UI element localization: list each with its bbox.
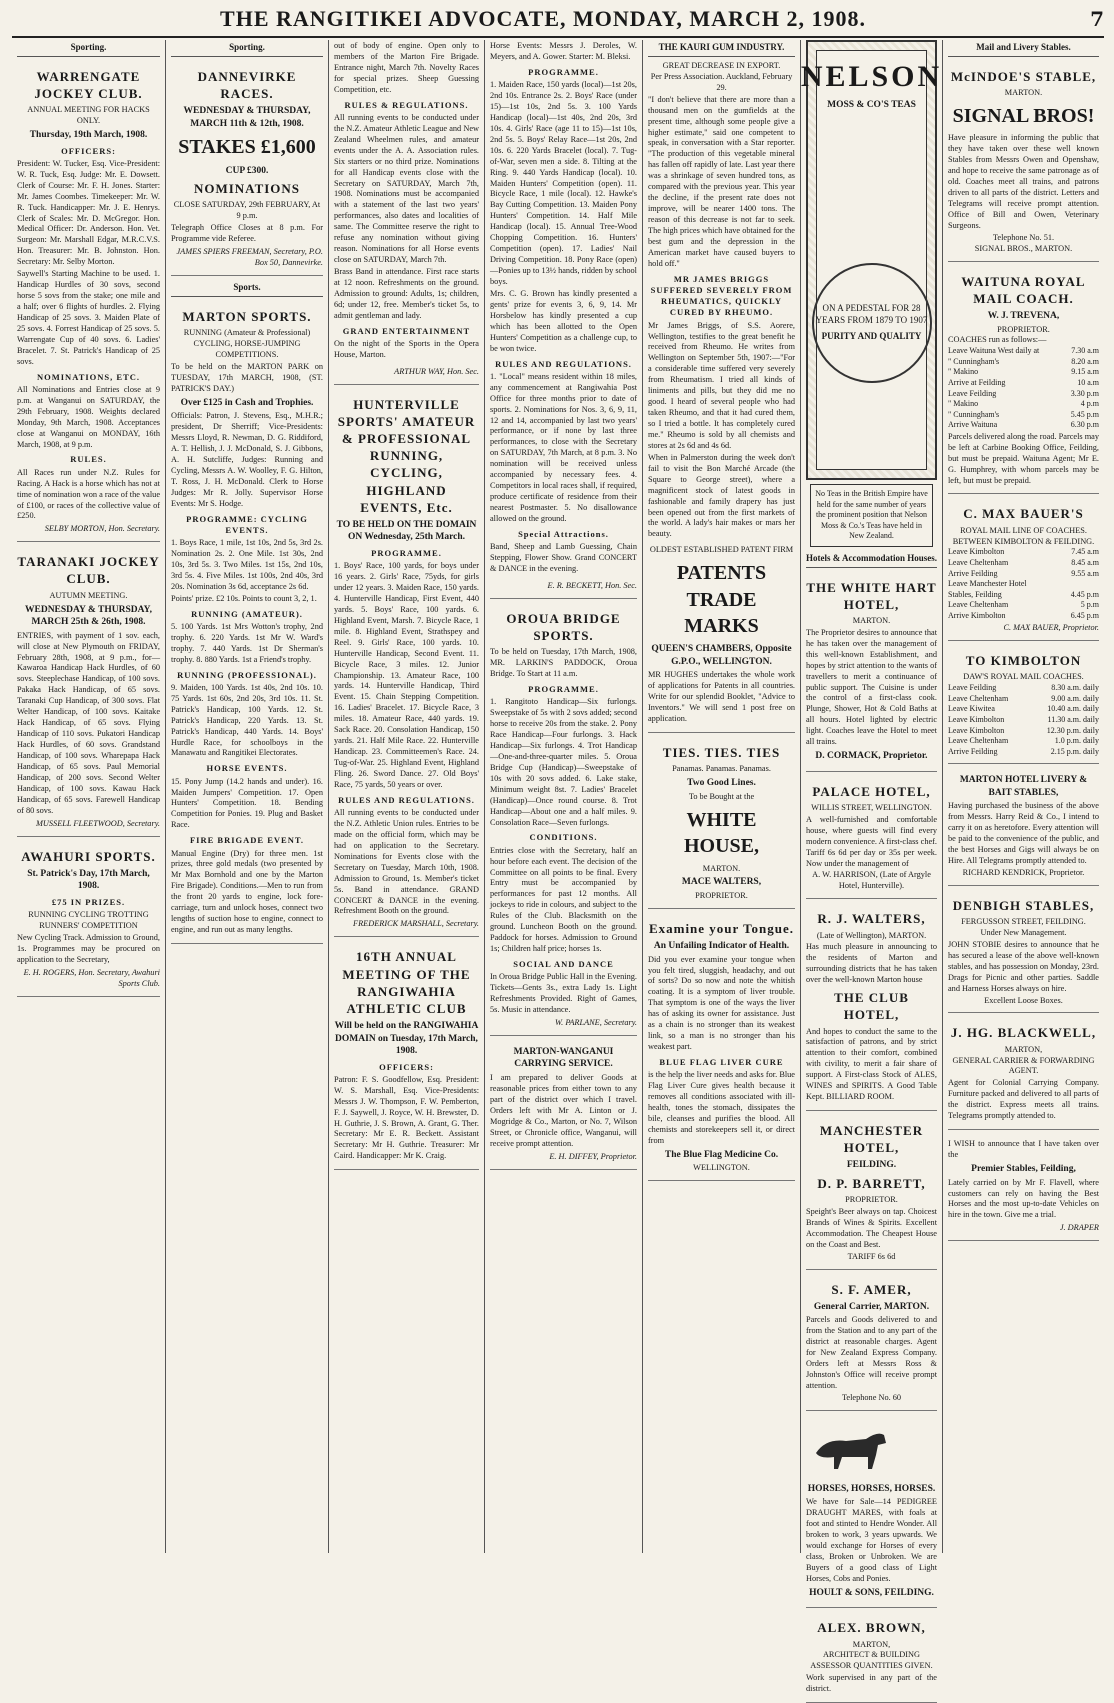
ad-title: THE WHITE HART HOTEL, bbox=[806, 579, 937, 612]
carrying-service-ad bbox=[490, 1040, 637, 1170]
amer-carrier-ad bbox=[806, 1274, 937, 1411]
dance-heading: SOCIAL AND DANCE bbox=[513, 959, 614, 970]
programme-text: 1. Boys' Race, 100 yards, for boys under 16 years. 2. Girls' Race, 75yds, for girls under 12 years. 3. Maiden Race, 150 yards. 4. Hunterville Handicap, First Event, 440 yards. 5. Boys' Race, 100 yards. 6. Highland Event, Marsh. 7. Bicycle Race, 1 mile. 8. Highland Event, Strathspey and Reel. 9. Girls' Race, 100 yards. 10. Hunterville Handicap, Second Event. 11. Bicycle Race, 3 miles. 12. Junior Championship. 13. Amateur Race, 100 yards. 14. Hunterville Handicap, Third Event. 15. Chain Stepping Competition. 16. Ladies' Bracelet. 17. Bicycle Race, 3 miles. 18. Amateur Race, 440 yards. 19. Sack Race. 20. Consolation Handicap, 150 yards. 21. Half Mile Race. 22. Hunterville Handicap. 23. Committeemen's Race. 24. Tug-of-War. 25. Highland Event, Highland Fling. 26. Sword Dance. 27. Old Boys' Race, 75 yards, 50 years or over. bbox=[334, 561, 479, 789]
coach-timetable bbox=[948, 683, 1099, 757]
dannevirke-ad bbox=[171, 61, 323, 276]
timetable-row bbox=[948, 704, 1099, 715]
nominations-heading: NOMINATIONS, ETC. bbox=[36, 371, 141, 382]
ad-title: MARTON SPORTS. bbox=[182, 308, 312, 324]
ad-company: The Blue Flag Medicine Co. bbox=[664, 1149, 779, 1160]
continued-text: Horse Events: Messrs J. Deroles, W. Meyers, and A. Gower. Starter: M. Bleksi. bbox=[490, 41, 637, 61]
ad-date: To be held on Tuesday, 17th March, 1908, MR. LARKIN'S PADDOCK, Oroua Bridge. To Start at 11 a.m. bbox=[490, 647, 637, 679]
premier-stables-ad bbox=[948, 1134, 1099, 1241]
denbigh-stables-ad bbox=[948, 890, 1099, 1014]
palace-hotel-ad bbox=[806, 776, 937, 900]
article-body: When in Palmerston during the week don't fail to visit the Bon Marché Arcade (the Square to George street), where a magnificent stock of latest goods in fashionable and family drapery has just been opened out from the first markets of the world. A lady's hair makes or mars her beauty. bbox=[648, 452, 795, 539]
ad-date: TO BE HELD ON THE DOMAIN ON Wednesday, 25th March. bbox=[336, 519, 477, 543]
ad-title: OROUA BRIDGE SPORTS. bbox=[506, 610, 621, 643]
officers-text: President: W. Tucker, Esq. Vice-President: W. R. Tuck, Esq. Judge: Mr. E. Dowsett. Clerk of Course: Mr. F. H. Jones. Starter: Mr. James Coombes. Timekeeper: Mr. W. R. Tuck. Handicapper: Mr. J. E. Henrys. Clerk of Scales: Mr. D. McGregor. Hon. Medical Officer: Dr. Anderson. Hon. Vet. Surgeon: Mr. Marshall Edgar, M.R.C.V.S. Hon. Treasurer: Mr. B. Johnston. Hon. Secretary: Mr. Selby Morton. bbox=[17, 158, 160, 267]
fire-brigade-heading: FIRE BRIGADE EVENT. bbox=[189, 835, 304, 846]
hunterville-ad bbox=[334, 389, 479, 938]
horse-icon bbox=[806, 1423, 896, 1473]
ad-date: WEDNESDAY & THURSDAY, MARCH 11th & 12th, 1908. bbox=[183, 106, 311, 129]
timetable-cell: 10.40 a.m. daily bbox=[1047, 704, 1099, 714]
ad-subtitle: DAW'S ROYAL MAIL COACHES. bbox=[963, 672, 1084, 682]
timetable-row bbox=[948, 410, 1099, 421]
conditions-heading: CONDITIONS. bbox=[529, 832, 598, 843]
timetable-row bbox=[948, 558, 1099, 569]
timetable-cell: Arrive Kimbolton bbox=[948, 610, 1006, 620]
oroua-bridge-ad bbox=[490, 603, 637, 1036]
horse-events-heading: HORSE EVENTS. bbox=[206, 763, 288, 774]
ad-brand: SIGNAL BROS! bbox=[952, 104, 1095, 127]
officers-heading: OFFICERS: bbox=[61, 145, 116, 156]
column-1 bbox=[12, 40, 166, 1553]
ad-subtitle: ROYAL MAIL LINE OF COACHES. BETWEEN KIMBOLTON & FEILDING. bbox=[952, 525, 1095, 546]
rules-heading: RULES. bbox=[70, 454, 107, 465]
entertainment-heading: GRAND ENTERTAINMENT bbox=[342, 325, 471, 336]
ad-body: The Proprietor desires to announce that he has taken over the management of this well-known Establishment, and hopes by strict attention to the wants of travellers to merit a continuance of public support. The Cuisine is under the control of a first-class cook. Plunge, Shower, Hot & Cold Baths at all hours. Hotel lighted by electric light. Coaches leave the Hotel to meet all trains. bbox=[806, 627, 937, 747]
ad-body: Saywell's Starting Machine to be used. 1. Handicap Hurdles of 30 sovs, second horse 5 sovs from the stake; one mile and a half; over 6 flights of hurdles. 2. Flying Handicap of 25 sovs. 3. Maiden Plate of 25 sovs. 4. Forrest Handicap of 25 sovs. 5. Warrengate Cup of 40 sovs. 6. Ladies' Bracelet. 7. St. Patrick's Handicap of 25 sovs. bbox=[17, 269, 160, 366]
timetable-cell: Leave Cheltenham bbox=[948, 558, 1009, 568]
timetable-cell: 6.30 p.m bbox=[1070, 420, 1099, 430]
blackwell-ad bbox=[948, 1017, 1099, 1130]
ad-title: C. MAX BAUER'S bbox=[963, 506, 1084, 522]
timetable-cell: " Makino bbox=[948, 367, 979, 377]
taranaki-ad bbox=[17, 546, 160, 836]
kimbolton-ad bbox=[948, 645, 1099, 764]
horses-ad bbox=[806, 1415, 937, 1609]
warrengate-ad bbox=[17, 61, 160, 542]
timetable-row bbox=[948, 611, 1099, 622]
ad-title: 16TH ANNUAL MEETING OF THE RANGIWAHIA ATHLETIC CLUB bbox=[342, 949, 471, 1016]
timetable-cell: 10 a.m bbox=[1077, 378, 1099, 388]
ad-telephone: Telephone No. 51. bbox=[992, 232, 1055, 242]
tea-notice: No Teas in the British Empire have held for the same number of years the prominent position that Nelson Moss & Co.'s Teas have held in New Zealand. bbox=[810, 484, 933, 547]
ad-title: MARTON HOTEL LIVERY & BAIT STABLES, bbox=[959, 775, 1088, 798]
ad-date: WEDNESDAY & THURSDAY, MARCH 25th & 26th, 1908. bbox=[25, 604, 152, 628]
section-heading: Sporting. bbox=[171, 40, 323, 57]
ad-tagline: Two Good Lines. bbox=[687, 778, 756, 789]
timetable-cell: Leave Manchester Hotel bbox=[948, 579, 1027, 589]
ad-date: Will be held on the RANGIWAHIA DOMAIN on Tuesday, 17th March, 1908. bbox=[334, 1020, 479, 1057]
badge-text-2: PURITY AND QUALITY bbox=[821, 331, 922, 342]
officers-heading: OFFICERS: bbox=[379, 1061, 434, 1072]
ad-body: New Cycling Track. Admission to Ground, 1s. Programmes may be procured on application to the Secretary, bbox=[17, 932, 160, 964]
ad-management: Under New Management. bbox=[980, 927, 1067, 937]
signature: SIGNAL BROS., MARTON. bbox=[974, 243, 1073, 253]
professional-heading: RUNNING (PROFESSIONAL). bbox=[177, 669, 317, 680]
ad-title: MARTON-WANGANUI CARRYING SERVICE. bbox=[513, 1046, 614, 1070]
programme-heading: PROGRAMME. bbox=[371, 547, 442, 558]
column-2 bbox=[166, 40, 329, 1553]
band-text: Brass Band in attendance. First race starts at 12 noon. Refreshments on the ground. Admission to ground: Adults, 1s; children, 6d; under 12, free. Member's ticket 5s, to admit gentleman and lady. bbox=[334, 267, 479, 320]
marton-hotel-stables-ad bbox=[948, 768, 1099, 886]
ad-cup: CUP £300. bbox=[225, 165, 269, 176]
signature: FREDERICK MARSHALL, Secretary. bbox=[353, 919, 479, 929]
ad-town: MARTON. bbox=[852, 615, 891, 625]
column-7 bbox=[943, 40, 1104, 1553]
timetable-cell: Stables, Feilding bbox=[948, 589, 1002, 599]
officers-text: Patron: F. S. Goodfellow, Esq. President: W. S. Marshall, Esq. Vice-Presidents: Messrs J. W. Thompson, F. W. Pemberton, F. J. Saywell, J. Royce, W. H. Brewster, D. H. Guthrie, J. S. Brown, A. Grant, G. Ther. Secretary: Mr E. R. Beckett. Assistant Secretary: Mr H. Guthrie. Treasurer: Mr Caird. Handicapper: Mr K. Craig. bbox=[334, 1074, 479, 1161]
ad-body: MR HUGHES undertakes the whole work of applications for Patents in all countries. Write for our splendid Booklet, "Advice to Inventors." We will send 1 post free on application. bbox=[648, 670, 795, 724]
ad-town: MARTON, bbox=[852, 1639, 891, 1649]
white-hart-ad bbox=[806, 572, 937, 772]
timetable-row bbox=[948, 378, 1099, 389]
ad-note: Telegraph Office Closes at 8 p.m. For Programme vide Referee. bbox=[171, 223, 323, 244]
fire-brigade-text: Manual Engine (Dry) for three men. 1st prizes, three gold medals (two presented by Mr Max Bornhold and one by the Marton Fire Brigade). Conditions.—Men to run from the front 20 yards to engine, lock fore-carriage, turn and unlock hoses, connect two lengths of suction hose to engine, connect to engine, and run out as many lengths. bbox=[171, 848, 323, 935]
ad-date: To be held on the MARTON PARK on TUESDAY, 17th MARCH, 1908, (ST. PATRICK'S DAY.) bbox=[171, 361, 323, 393]
timetable-cell: Leave Cheltenham bbox=[948, 600, 1009, 610]
ad-body: And hopes to conduct the same to the satisfaction of patrons, and by strict attention to their comfort, combined with civility, to merit a fair share of support. A First-class Stock of ALES, WINES and SPIRITS. A Good Table Kept. BILLIARD ROOM. bbox=[806, 1026, 937, 1102]
timetable-cell: Leave Feilding bbox=[948, 388, 997, 398]
ad-events: RUNNING CYCLING TROTTING RUNNERS' COMPETITION bbox=[28, 909, 149, 930]
marton-sports-ad bbox=[171, 301, 323, 944]
timetable-row bbox=[948, 357, 1099, 368]
ad-proprietor: MACE WALTERS, bbox=[681, 877, 762, 888]
ad-subtitle: Panamas. Panamas. Panamas. bbox=[672, 764, 771, 774]
ad-title: PATENTS TRADE MARKS bbox=[676, 562, 767, 638]
timetable-cell: 3.30 p.m bbox=[1070, 388, 1099, 398]
signature: MUSSELL FLEETWOOD, Secretary. bbox=[36, 818, 160, 828]
ad-stakes: STAKES £1,600 bbox=[178, 136, 316, 159]
timetable-cell: 7.30 a.m bbox=[1071, 346, 1099, 356]
attractions-heading: Special Attractions. bbox=[518, 528, 609, 539]
programme-heading: PROGRAMME. bbox=[528, 66, 599, 77]
article-dateline: Per Press Association. Auckland, February 29. bbox=[650, 71, 793, 92]
ad-address: QUEEN'S CHAMBERS, Opposite G.P.O., WELLINGTON. bbox=[651, 644, 792, 667]
signature: JAMES SPIERS FREEMAN, Secretary, P.O. Box 50, Dannevirke. bbox=[176, 247, 323, 268]
ad-address: WILLIS STREET, WELLINGTON. bbox=[811, 802, 932, 812]
ad-title: PALACE HOTEL, bbox=[812, 783, 931, 799]
timetable-cell: 4.45 p.m bbox=[1070, 589, 1099, 599]
timetable-cell: " Cunningham's bbox=[948, 409, 1000, 419]
ad-title: HORSES, HORSES, HORSES. bbox=[807, 1483, 936, 1494]
ad-body: Parcels and Goods delivered to and from the Station and to any part of the district at reasonable charges. Agent for New Zealand Express Company. Orders left at Messrs Ross & Johnston's Office will receive prompt attention. bbox=[806, 1315, 937, 1391]
timetable-cell: Leave Kimbolton bbox=[948, 714, 1005, 724]
ad-intro: I WISH to announce that I have taken over the bbox=[948, 1139, 1099, 1160]
timetable-cell: Leave Cheltenham bbox=[948, 693, 1009, 703]
timetable-cell: Leave Kiwitea bbox=[948, 704, 995, 714]
coach-timetable bbox=[948, 346, 1099, 430]
ad-title: DENBIGH STABLES, bbox=[952, 897, 1095, 913]
ad-officials: Officials: Patron, J. Stevens, Esq., M.H.R.; president, Dr Sherriff; Vice-Presidents: Messrs Lloyd, R. Newman, D. G. Riddiford, A. T. Hellish, J. J. McDonald, S. J. Gibbons, A. H. Sutcliffe, Judges: Running and Cycling, Messrs A. W. Woolley, F. G. Hilton, T. Ross, J. H. McDonald. Clerk to Horse Judges: Mr R. Jolly. Supervisor Horse Events: Mr S. Hodge. bbox=[171, 411, 323, 508]
running-heading: RUNNING (AMATEUR). bbox=[191, 608, 303, 619]
ad-text: To be Bought at the bbox=[688, 791, 755, 801]
programme-text: 1. Boys Race, 1 mile, 1st 10s, 2nd 5s, 3rd 2s. Nomination 2s. 2. One Mile. 1st 30s, 2nd 10s, 3rd 5s. 3. Two Miles. 1st 15s, 2nd 10s, 3rd 5s. 4. Five Miles. 1st 100s, 2nd 40s, 3rd 20s. Nomination 3s 6d, acceptance 2s 6d. bbox=[171, 538, 323, 591]
column-3 bbox=[329, 40, 485, 1553]
ad-subtitle: ARCHITECT & BUILDING ASSESSOR QUANTITIES GIVEN. bbox=[810, 1650, 933, 1671]
ad-store: WHITE HOUSE, bbox=[683, 808, 760, 858]
badge-text: ON A PEDESTAL FOR 28 YEARS FROM 1879 TO 1907 bbox=[815, 303, 928, 326]
section-heading: Mail and Livery Stables. bbox=[948, 40, 1099, 57]
ad-body: Work supervised in any part of the district. bbox=[806, 1673, 937, 1694]
ad-title: DANNEVIRKE RACES. bbox=[197, 68, 297, 102]
timetable-cell: 12.30 p.m. daily bbox=[1046, 725, 1099, 735]
conditions-text: Entries close with the Secretary, half an hour before each event. The decision of the Committee on all points to be final. Every Entry must be accompanied by performances for past 12 months. All jockeys to ride in colours, and subject to the Rules of the Club. Blacksmith on the ground. Luncheon Booth on the ground. Paddock for horses. Admission to Ground 1s; Children half price; horses 1s. bbox=[490, 845, 637, 954]
points-text: Points' prize. £2 10s. Points to count 3, 2, 1. bbox=[171, 593, 317, 603]
horse-events-text: 15. Pony Jump (14.2 hands and under). 16. Maiden Jumpers' Competition. 17. Open Hunters' Competition. 18. Bending Competition for Ponies. 19. Plug and Basket Race. bbox=[171, 776, 323, 830]
ad-title: ALEX. BROWN, bbox=[817, 1620, 926, 1636]
timetable-row bbox=[948, 420, 1099, 431]
timetable-cell: 9.55 a.m bbox=[1071, 568, 1099, 578]
signature: E. H. DIFFEY, Proprietor. bbox=[549, 1151, 637, 1161]
ad-proprietor-sub: PROPRIETOR. bbox=[997, 324, 1050, 334]
programme-heading: PROGRAMME. bbox=[528, 683, 599, 694]
timetable-cell: 4 p.m bbox=[1080, 399, 1099, 409]
programme-text: 1. Maiden Race, 150 yards (local)—1st 20s, 2nd 10s. Entrance 2s. 2. Boys' Race (under 15)—1st 10s, 2nd 5s. 3. 100 Yards Handicap (local)—1st 40s, 2nd 20s, 3rd 10s. 4. Girls' Race (age 11 to 15)—1st 10s, 2nd 5s. 5. Boys' Relay Race—1st 20s, 2nd 10s. 6. 220 Yards Bracelet (local). 7. Tug-of-War, seven men a side. 8. Tilting at the Ring. 9. 440 Yards Handicap (local). 10. Maiden Hunters' Competition (open). 11. Bicycle Race, 1 mile (local). 12. Hawke's Bay Cutting Competition. 13. Maiden Pony Hunters' Competition. 14. Half Mile Handicap (local). 15. Annual Tree-Wood Chopping Competition. 16. Hunters' Competition (open). 17. Ladies' Nail Driving Competition. 18. Pony Race (open)—Ponies up to 13½ hands, ridden by school boys. bbox=[490, 80, 637, 286]
ad-title: HUNTERVILLE SPORTS' AMATEUR & PROFESSIONAL RUNNING, CYCLING, HIGHLAND EVENTS, Etc. bbox=[337, 396, 476, 515]
timetable-cell: 8.20 a.m bbox=[1071, 356, 1099, 366]
ad-title: TARANAKI JOCKEY CLUB. bbox=[17, 554, 160, 587]
ad-date: Thursday, 19th March, 1908. bbox=[29, 130, 148, 141]
timetable-cell: 9.15 a.m bbox=[1071, 367, 1099, 377]
rules-heading: RULES & REGULATIONS. bbox=[344, 99, 469, 110]
ad-subtitle: AUTUMN MEETING. bbox=[49, 590, 128, 600]
rules-text: All Races run under N.Z. Rules for Racing. A Hack is a horse which has not at time of nomination won a race of the value of £100, or races of the collective value of £250. bbox=[17, 467, 160, 521]
article-headline: MR JAMES BRIGGS SUFFERED SEVERELY FROM RHEUMATICS, QUICKLY CURED BY RHEUMO. bbox=[650, 273, 793, 318]
ad-title: Examine your Tongue. bbox=[648, 920, 795, 936]
timetable-cell: Leave Waituna West daily at bbox=[948, 346, 1040, 356]
ad-subtitle: General Carrier, MARTON. bbox=[813, 1301, 930, 1312]
signature: J. DRAPER bbox=[1059, 1223, 1099, 1233]
ad-body: Did you ever examine your tongue when you felt tired, sluggish, headachy, and out of sorts? Do so now and note the whitish coating. It is a symptom of liver trouble. That symptom is one of the ways the liver has of asking its owner for assistance. Just as a chain is no stronger than its weakest link, so a man is no stronger than his weakest part. bbox=[648, 954, 795, 1052]
ad-town: MARTON, bbox=[1004, 1044, 1043, 1054]
ad-proprietor-sub: PROPRIETOR. bbox=[695, 890, 748, 900]
timetable-cell: Leave Kimbolton bbox=[948, 547, 1005, 557]
ad-town: FEILDING. bbox=[846, 1160, 897, 1171]
timetable-row bbox=[948, 715, 1099, 726]
timetable-row bbox=[948, 579, 1099, 590]
programme-text: 1. Rangitoto Handicap—Six furlongs. Sweepstake of 5s with 2 sovs added; second horse to receive 20s from the stake. 2. Pony Race Handicap—Four furlongs. 3. Hack Handicap—Six furlongs. 4. Trot Handicap—One-and-three-quarter miles. 5. Oroua Bridge Cup (Handicap)—Sweepstake of 10s with 20 sovs added. 6. Lake stake, Minimum weight 8st. 7. Ladies' Bracelet (Handicap)—Once round course. 8. Trot Handicap—About one and a half miles. 9. Consolation Race—Seven furlongs. bbox=[490, 697, 637, 827]
ad-title: TO KIMBOLTON bbox=[965, 653, 1082, 669]
ad-footer: Excellent Loose Boxes. bbox=[984, 995, 1063, 1005]
ad-subtitle: GENERAL CARRIER & FORWARDING AGENT. bbox=[952, 1055, 1095, 1076]
timetable-row bbox=[948, 389, 1099, 400]
section-heading: Sporting. bbox=[17, 40, 160, 57]
ad-body: Agent for Colonial Carrying Company. Furniture packed and delivered to all parts of the district. Express meets all trains. Telegrams promptly attended to. bbox=[948, 1078, 1099, 1121]
ad-title: TIES. TIES. TIES bbox=[662, 745, 781, 761]
white-house-ad bbox=[648, 737, 795, 909]
ad-body: Lately carried on by Mr F. Flavell, where customers can rely on having the Best Horses and the most up-to-date Vehicles on hire in the town. Give me a trial. bbox=[948, 1177, 1099, 1220]
ad-product: BLUE FLAG LIVER CURE bbox=[659, 1057, 784, 1068]
ad-title: AWAHURI SPORTS. bbox=[21, 848, 156, 864]
signature: E. H. ROGERS, Hon. Secretary, Awahuri Sports Club. bbox=[23, 967, 160, 988]
dance-text: In Oroua Bridge Public Hall in the Evening. Tickets—Gents 3s., extra Lady 1s. Light Refreshments Provided. Right of Games, 5s. Music in attendance. bbox=[490, 972, 637, 1015]
signature: D. CORMACK, Proprietor. bbox=[815, 751, 928, 762]
illustration-subtitle: MOSS & CO'S TEAS bbox=[827, 99, 916, 110]
timetable-row bbox=[948, 683, 1099, 694]
ad-town: MARTON. bbox=[1004, 88, 1043, 98]
timetable-row bbox=[948, 736, 1099, 747]
ad-body: Having purchased the business of the above from Messrs. Harry Reid & Co., I intend to carry it on as heretofore. Every attention will be paid to the convenience of the public, and the best Horses and Gigs will always be on Hire. All Telegrams promptly attended to. bbox=[948, 801, 1099, 865]
timetable-cell: Leave Kimbolton bbox=[948, 725, 1005, 735]
timetable-cell: Arrive at Feilding bbox=[948, 378, 1006, 388]
ad-date: St. Patrick's Day, 17th March, 1908. bbox=[27, 868, 150, 892]
signal-bros-ad bbox=[948, 61, 1099, 262]
awahuri-ad bbox=[17, 841, 160, 997]
ad-close: CLOSE SATURDAY, 29th FEBRUARY, At 9 p.m. bbox=[173, 200, 321, 221]
waituna-coach-ad bbox=[948, 266, 1099, 495]
timetable-cell: 5 p.m bbox=[1080, 600, 1099, 610]
ad-town: MARTON. bbox=[702, 863, 741, 873]
club-hotel-ad bbox=[806, 903, 937, 1111]
nelson-tea-illustration bbox=[800, 40, 943, 480]
column-6 bbox=[800, 40, 943, 1694]
ad-proprietor: D. P. BARRETT, bbox=[817, 1175, 926, 1191]
signature: W. PARLANE, Secretary. bbox=[555, 1018, 637, 1027]
timetable-cell: 1.0 p.m. daily bbox=[1054, 736, 1099, 746]
manchester-hotel-ad bbox=[806, 1115, 937, 1270]
timetable-cell: Arrive Waituna bbox=[948, 420, 998, 430]
attractions-text: Band, Sheep and Lamb Guessing, Chain Stepping, Flower Show. Grand CONCERT & DANCE in the evening. bbox=[490, 542, 637, 573]
ad-body: Parcels delivered along the road. Parcels may be left at Carbine Booking Office, Feilding, but must be prepaid. Waituna Agent; Mr E. G. Humphrey, with whom parcels may be left, but must be prepaid. bbox=[948, 431, 1099, 485]
masthead-title: THE RANGITIKEI ADVOCATE, MONDAY, MARCH 2, 1908. bbox=[220, 6, 866, 31]
running-text: 5. 100 Yards. 1st Mrs Wotton's trophy, 2nd trophy. 6. 220 Yards. 1st Mr W. Ward's trophy. 7. 440 Yards. 1st Dr Sherman's trophy. 8. 880 Yards. 1st a Friend's trophy. bbox=[171, 621, 323, 664]
ad-kicker: OLDEST ESTABLISHED PATENT FIRM bbox=[649, 545, 794, 555]
ad-body: JOHN STOBIE desires to announce that he has secured a lease of the above well-known stables, and has possession on Monday, 23rd. Drags for Picnic and other parties. Saddle and Harness Horses always on hire. bbox=[948, 939, 1099, 993]
ad-body: Has much pleasure in announcing to the residents of Marton and surrounding districts that he has taken over the well-known Marton house bbox=[806, 942, 937, 985]
timetable-cell: 8.30 a.m. daily bbox=[1051, 683, 1099, 693]
patents-ad bbox=[648, 541, 795, 733]
rangiwahia-ad bbox=[334, 941, 479, 1170]
coach-timetable bbox=[948, 547, 1099, 621]
ad-subtitle: (Late of Wellington), MARTON. bbox=[816, 930, 927, 940]
ad-title: McINDOE'S STABLE, bbox=[950, 68, 1097, 84]
signature: RICHARD KENDRICK, Proprietor. bbox=[962, 867, 1085, 877]
timetable-row bbox=[948, 600, 1099, 611]
timetable-cell: 7.45 a.m bbox=[1071, 547, 1099, 557]
ad-title: MANCHESTER HOTEL, bbox=[819, 1123, 924, 1156]
timetable-cell: 9.00 a.m. daily bbox=[1051, 693, 1099, 703]
alex-brown-ad bbox=[806, 1612, 937, 1703]
ad-title: J. HG. BLACKWELL, bbox=[950, 1025, 1097, 1041]
ad-body: Speight's Beer always on tap. Choicest Brands of Wines & Spirits. Excellent Accommodation. The Cheapest House on the Coast and Best. bbox=[806, 1207, 937, 1249]
ad-subtitle: ANNUAL MEETING FOR HACKS ONLY. bbox=[27, 105, 150, 126]
signature: ARTHUR WAY, Hon. Sec. bbox=[334, 363, 479, 385]
ad-note: COACHES run as follows:— bbox=[948, 335, 1047, 345]
ad-body: ENTRIES, with payment of 1 sov. each, will close at New Plymouth on FRIDAY, February 28th, 1908, at 9 p.m., for— Kawaroa Handicap Hack Hurdles, of 60 sovs. Steeplechase Handicap, of 100 sovs. Pakaka Hack Handicap, of 65 sovs. Taranaki Cup Handicap, of 300 sovs. Flat Welter Handicap, of 100 sovs. Kaitake Hack Handicap, of 65 sovs. Flying Handicap of 110 sovs. Pukatori Handicap Hack Hurdles, of 60 sovs. Grandstand Handicap, of 100 sovs. Wharepapa Hack Handicap, of 65 sovs. Paul Memorial Handicap, of 200 sovs. Second Welter Handicap, of 100 sovs. Kawau Hack Handicap, of 65 sovs. Farewell Handicap of 80 sovs. bbox=[17, 630, 160, 815]
ad-title: R. J. WALTERS, bbox=[817, 911, 926, 927]
article-body: Mr James Briggs, of S.S. Aorere, Wellington, testifies to the great benefit he received from Rheumo. He writes from Wellington on September 5th, 1907:—"For a considerable time suffered very severely from Rheumatism. I tried all kinds of liniments and pills, but they did me no good. I heard of several people who had taken Rheumo, and that it had cured them, so I tried a bottle. It has completely cured me." Rheumo is sold by all chemists and stores at 2s 6d and 4s 6d. bbox=[648, 320, 795, 450]
section-heading: Sports. bbox=[171, 280, 323, 297]
article-body: "I don't believe that there are more than a thousand men on the gumfields at the present time, although some people give a higher estimate," said one competent to speak, in conversation with a Star reporter. "The production of this vegetable mineral has fallen off rapidly of late. Last year there was a shrinkage of seven hundred tons, as compared with the previous year. This year the decline, if the present rate does not improve, will be nearer 1400 tons. The reason of this decrease is not far to seek. The high prices which have obtained for the best gum and the depression in the American market have caused buyers to hold off." bbox=[648, 94, 795, 268]
rules-heading: RULES AND REGULATIONS. bbox=[338, 794, 475, 805]
timetable-cell: Leave Cheltenham bbox=[948, 736, 1009, 746]
signature: A. W. HARRISON, (Late of Argyle Hotel, Hunterville). bbox=[812, 870, 931, 891]
timetable-cell: 8.45 a.m bbox=[1071, 558, 1099, 568]
rules-text: All running events to be conducted under the N.Z. Athletic Union rules. Entries to be made on the official form, which may be had on application to the Secretary. Nominations for Events close with the Secretary on Tuesday, March 10th, 1908. Admission to Ground, 1s. Member's ticket 5s. Band in attendance. GRAND CONCERT & DANCE in the evening. Refreshment Booth on the ground. bbox=[334, 808, 479, 916]
continued-text: out of body of engine. Open only to members of the Marton Fire Brigade. Entrance night, March 7th. Novelty Races for special prizes. Sheep Guessing Competition, etc. bbox=[334, 41, 479, 94]
timetable-cell: " Cunningham's bbox=[948, 356, 1000, 366]
prizes-text: Mrs. C. G. Brown has kindly presented a gents' prize for events 3, 6, 9, 14. Mr Horsbelow has kindly presented a cup which has been allotted to the Open Hunters' Competition as a challenge cup, to be won twice. bbox=[490, 288, 637, 353]
timetable-row bbox=[948, 399, 1099, 410]
timetable-row bbox=[948, 346, 1099, 357]
column-4 bbox=[485, 40, 643, 1553]
timetable-cell bbox=[1059, 579, 1099, 590]
timetable-row bbox=[948, 547, 1099, 558]
professional-text: 9. Maiden, 100 Yards. 1st 40s, 2nd 10s. 10. 75 Yards. 1st 60s, 2nd 20s, 3rd 10s. 11. St. Patrick's Handicap, 100 Yards. 12. St. Patrick's Handicap, 220 Yards. 13. St. Patrick's Handicap, 440 Yards. 14. Boys' Hurdle Race, for schoolboys in the Manawatu and Rangitikei Electorates. bbox=[171, 682, 323, 758]
signature: HOULT & SONS, FEILDING. bbox=[809, 1587, 934, 1598]
ad-body: I am prepared to deliver Goods at reasonable prices from either town to any part of the district over which I travel. Orders left with Mr A. Linton or J. Mogridge & Co., Marton, or No. 7, Wilson Street, or Chronicle office, Wanganui, will receive prompt attention. bbox=[490, 1073, 637, 1148]
entertainment-text: On the night of the Sports in the Opera House, Marton. bbox=[334, 338, 479, 359]
timetable-cell: 11.30 a.m. daily bbox=[1047, 714, 1099, 724]
ad-title: WAITUNA ROYAL MAIL COACH. bbox=[961, 273, 1086, 306]
article-headline: THE KAURI GUM INDUSTRY. bbox=[648, 40, 795, 57]
ad-body: A well-furnished and comfortable house, where guests will find every modern convenience. A first-class chef. Tariff 6s 6d per day or 35s per week. Now under the management of bbox=[806, 814, 937, 868]
page-number: 7 bbox=[1090, 7, 1104, 31]
timetable-row bbox=[948, 726, 1099, 737]
timetable-cell: Leave Feilding bbox=[948, 683, 997, 693]
ad-hotel-name: THE CLUB HOTEL, bbox=[834, 990, 909, 1023]
timetable-row bbox=[948, 694, 1099, 705]
ad-prize: Over £125 in Cash and Trophies. bbox=[180, 397, 314, 408]
ad-proprietor-sub: PROPRIETOR. bbox=[845, 1195, 898, 1205]
ad-body: Have pleasure in informing the public that they have taken over these well known Stables from Messrs Owen and Openshaw, and hope to receive the same patronage as of old. Coaches meet all trains, and patrons driven to all parts of the district. Letters and Telegrams will receive prompt attention. Office of Bill and Owen, Veterinary Surgeons. bbox=[948, 133, 1099, 230]
timetable-cell: 2.15 p.m. daily bbox=[1050, 746, 1099, 756]
timetable-row bbox=[948, 590, 1099, 601]
ad-body: is the help the liver needs and asks for. Blue Flag Liver Cure gives health because it removes all conditions associated with ill-health, tones the stomach, dissipates the bile, cleanses and purifies the blood. All chemists and storekeepers sell it, or direct from bbox=[648, 1070, 795, 1145]
ad-title: Premier Stables, Feilding, bbox=[971, 1164, 1076, 1175]
signature: SELBY MORTON, Hon. Secretary. bbox=[44, 524, 160, 534]
ad-city: WELLINGTON. bbox=[693, 1163, 750, 1173]
ad-tariff: TARIFF 6s 6d bbox=[847, 1251, 896, 1261]
rules-text: All running events to be conducted under the N.Z. Amateur Athletic League and New Zealand Wheelmen rules, and amateur events under the A. A. Association rules. Six starters or no third prize. Nominations for all Handicap events close with the Secretary on SATURDAY, March 7th, 1908. Nominations must be accompanied with a statement of the last two years' performances, also dates and localities of same. The Committee reserve the right to refuse any nomination without giving reason. Nominations for all Horse events close on SATURDAY, March 7th. bbox=[334, 112, 479, 265]
section-heading: Hotels & Accommodation Houses. bbox=[806, 551, 937, 568]
signature: E. R. BECKETT, Hon. Sec. bbox=[490, 577, 637, 599]
ad-proprietor: W. J. TREVENA, bbox=[987, 310, 1060, 321]
ad-title: WARRENGATE JOCKEY CLUB. bbox=[34, 68, 143, 102]
ad-title: S. F. AMER, bbox=[831, 1281, 912, 1297]
ad-subtitle: RUNNING (Amateur & Professional) CYCLING, HORSE-JUMPING COMPETITIONS. bbox=[183, 327, 311, 359]
timetable-cell: " Makino bbox=[948, 399, 979, 409]
max-bauer-ad bbox=[948, 498, 1099, 641]
programme-heading: PROGRAMME: CYCLING EVENTS. bbox=[186, 513, 308, 535]
illustration-title: NELSON bbox=[800, 60, 943, 93]
timetable-row bbox=[948, 367, 1099, 378]
timetable-row bbox=[948, 569, 1099, 580]
nominations-text: All Nominations and Entries close at 9 p.m. at Wanganui on SATURDAY, the 29th February, 1908. Weights declared Monday, 9th March, 1908. Acceptances close at Wanganui on MONDAY, 16th March, 1908, at 9 p.m. bbox=[17, 384, 160, 449]
ad-prize: £75 IN PRIZES. bbox=[51, 896, 126, 907]
ad-subtitle: An Unfailing Indicator of Health. bbox=[653, 941, 790, 952]
column-5 bbox=[643, 40, 801, 1553]
timetable-row bbox=[948, 747, 1099, 758]
ad-telephone: Telephone No. 60 bbox=[841, 1392, 902, 1402]
ad-nominations: NOMINATIONS bbox=[193, 181, 301, 197]
rules-heading: RULES AND REGULATIONS. bbox=[495, 358, 632, 369]
rules-text: 1. "Local" means resident within 18 miles, any commencement at Rangiwahia Post Office for three months prior to date of sports. 2. Nominations for Nos. 3, 6, 9, 11, 12 and 14, accompanied by last two years' performance, or if none by last three performances, to close with the Secretary on SATURDAY, 7th March, at 8 p.m. 3. No nomination will be received unless accompanied by necessary fees. 4. Competitors in local races shall, if required, produce certificate of residence from their nearest Postmaster. 5. No disallowance allowed on the ground. bbox=[490, 371, 637, 523]
timetable-cell: Arrive Feilding bbox=[948, 746, 998, 756]
timetable-cell: 5.45 p.m bbox=[1070, 409, 1099, 419]
pedestal-badge bbox=[812, 263, 932, 383]
blue-flag-ad bbox=[648, 913, 795, 1181]
timetable-cell: Arrive Feilding bbox=[948, 568, 998, 578]
masthead bbox=[12, 6, 1104, 38]
signature: C. MAX BAUER, Proprietor. bbox=[1003, 623, 1099, 633]
timetable-cell: 6.45 p.m bbox=[1070, 610, 1099, 620]
ad-body: We have for Sale—14 PEDIGREE DRAUGHT MARES, with foals at foot and stinted to Hendre Wonder. All broken to work, 3 years upwards. We would exchange for Horses of every class, Broken or Unbroken. We are Buyers of a good class of Light Horses, Cobs and Ponies. bbox=[806, 1497, 937, 1583]
ad-subtitle: FERGUSSON STREET, FEILDING. bbox=[961, 916, 1086, 926]
article-subhead: GREAT DECREASE IN EXPORT. bbox=[662, 60, 781, 70]
